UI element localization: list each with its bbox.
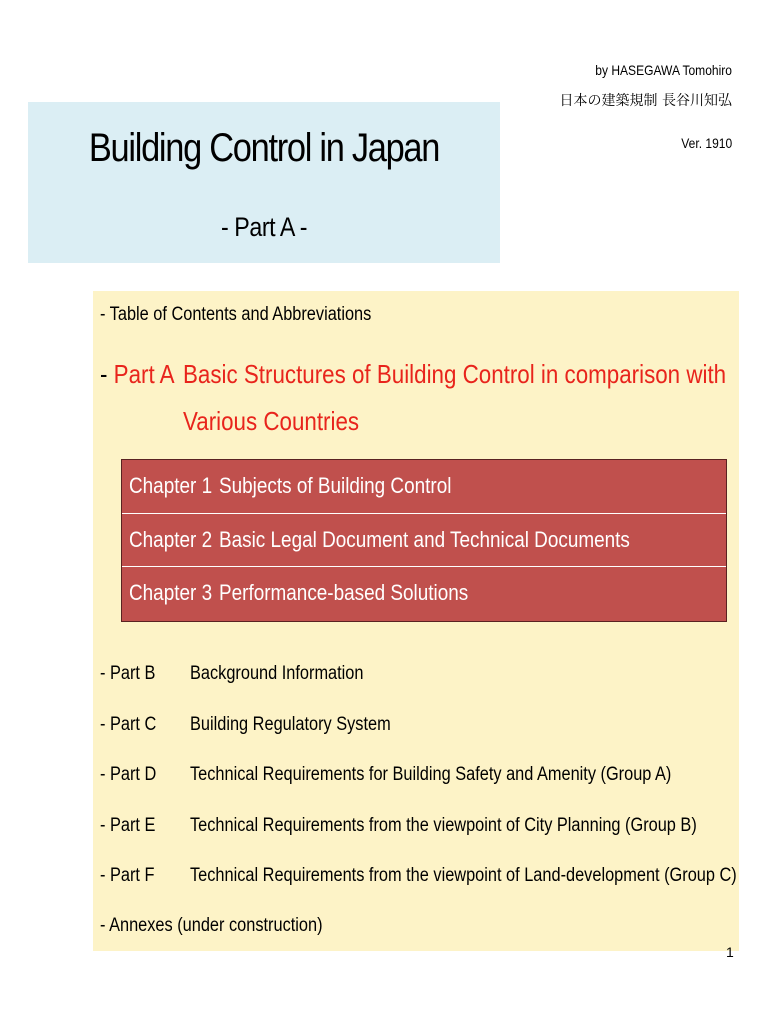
chapter-title: Subjects of Building Control bbox=[219, 473, 452, 498]
chapter-label: Chapter 3 bbox=[129, 580, 213, 605]
author-line: by HASEGAWA Tomohiro bbox=[595, 62, 732, 78]
toc-part-row[interactable] bbox=[100, 864, 737, 888]
chapter-title: Performance-based Solutions bbox=[219, 580, 469, 605]
part-a-title-line1: Basic Structures of Building Control in comparison with bbox=[183, 359, 727, 389]
toc-part-row[interactable] bbox=[100, 763, 672, 787]
version-label: Ver. 1910 bbox=[681, 135, 732, 151]
chapter-row[interactable] bbox=[122, 460, 726, 512]
page-number: 1 bbox=[726, 944, 734, 960]
part-a-title-line2: Various Countries bbox=[183, 406, 360, 436]
toc-part-row[interactable] bbox=[100, 662, 364, 686]
document-subtitle: - Part A - bbox=[220, 212, 308, 242]
part-label: - Part C bbox=[100, 714, 157, 735]
part-title: Background Information bbox=[190, 663, 364, 684]
part-title: Building Regulatory System bbox=[190, 714, 391, 735]
chapter-row[interactable] bbox=[122, 566, 726, 619]
toc-part-row[interactable] bbox=[100, 814, 697, 838]
chapter-list bbox=[121, 459, 727, 622]
part-title: Technical Requirements for Building Safety and Amenity (Group A) bbox=[190, 764, 672, 785]
japanese-title-line: 日本の建築規制 長谷川知弘 bbox=[559, 93, 732, 109]
toc-intro: - Table of Contents and Abbreviations bbox=[100, 304, 372, 325]
part-label: - Part F bbox=[100, 865, 155, 886]
table-of-contents bbox=[93, 291, 739, 951]
chapter-title: Basic Legal Document and Technical Documents bbox=[219, 527, 630, 552]
part-label: - Part B bbox=[100, 663, 156, 684]
chapter-row[interactable] bbox=[122, 513, 726, 566]
part-label: - Part E bbox=[100, 815, 156, 836]
part-title: Technical Requirements from the viewpoint of Land-development (Group C) bbox=[190, 865, 737, 886]
part-a-prefix: - bbox=[100, 359, 114, 389]
toc-part-a bbox=[100, 357, 187, 391]
part-a-label: Part A bbox=[113, 359, 175, 389]
title-box bbox=[28, 102, 500, 263]
toc-part-row[interactable] bbox=[100, 713, 391, 737]
chapter-label: Chapter 2 bbox=[129, 527, 213, 552]
toc-annexes[interactable]: - Annexes (under construction) bbox=[100, 915, 323, 936]
document-title: Building Control in Japan bbox=[88, 126, 440, 170]
part-title: Technical Requirements from the viewpoint of City Planning (Group B) bbox=[190, 815, 697, 836]
chapter-label: Chapter 1 bbox=[129, 473, 213, 498]
part-label: - Part D bbox=[100, 764, 157, 785]
